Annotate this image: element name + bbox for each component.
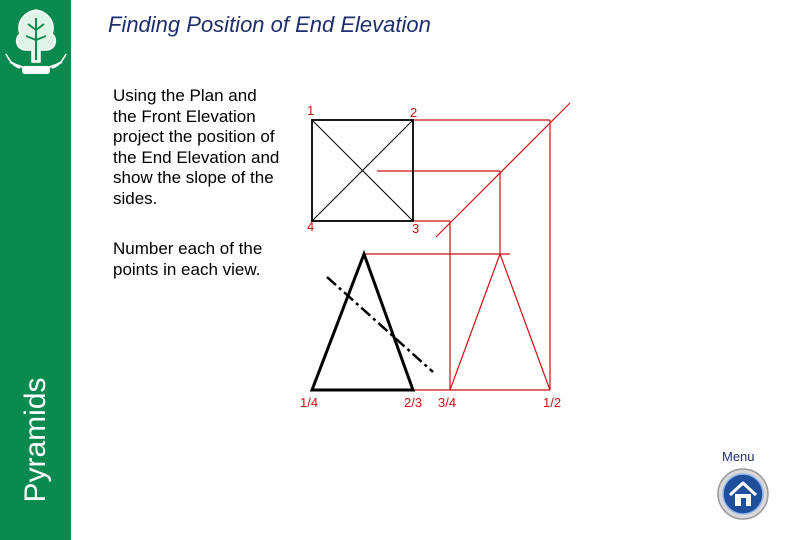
chain-line xyxy=(327,277,433,372)
end-point-right: 1/2 xyxy=(543,395,562,410)
front-elevation-triangle xyxy=(312,254,413,390)
menu-label: Menu xyxy=(722,449,755,464)
plan-point-4: 4 xyxy=(307,219,315,234)
front-point-right: 2/3 xyxy=(404,395,423,410)
projection-lines xyxy=(364,103,570,390)
end-elevation-triangle xyxy=(450,254,550,390)
home-button[interactable] xyxy=(716,467,770,521)
end-point-left: 3/4 xyxy=(438,395,457,410)
numbering-note: Number each of the points in each view. xyxy=(113,239,263,279)
sidebar-title: Pyramids xyxy=(19,377,52,503)
instructions-text: Using the Plan and the Front Elevation project the position of the End Elevation and show the slope of the sides. xyxy=(113,86,280,208)
front-point-left: 1/4 xyxy=(300,395,319,410)
plan-point-2: 2 xyxy=(410,105,418,120)
plan-point-1: 1 xyxy=(307,103,315,118)
page-title: Finding Position of End Elevation xyxy=(108,12,431,37)
plan-point-3: 3 xyxy=(412,221,420,236)
